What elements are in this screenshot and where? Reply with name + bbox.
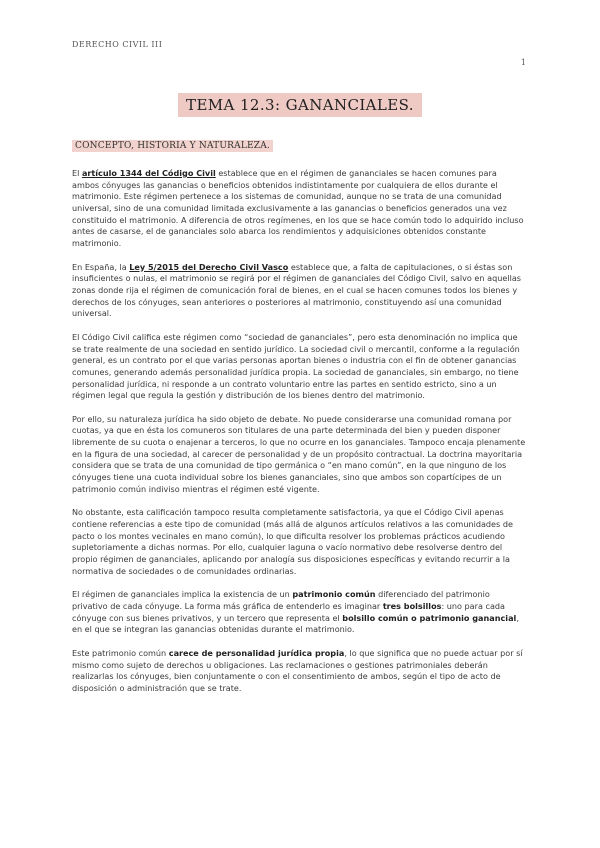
bold-term: patrimonio común bbox=[292, 589, 376, 600]
page-title: TEMA 12.3: GANANCIALES. bbox=[178, 93, 422, 117]
text-run: Este patrimonio común bbox=[72, 647, 169, 658]
link-articulo-1344[interactable]: artículo 1344 del Código Civil bbox=[81, 168, 216, 178]
text-run: diferenciado del patrimonio privativo de cada cónyuge. La forma más gráfica de entenderlo es imaginar bbox=[72, 589, 490, 611]
text-run: : uno para cada cónyuge con sus bienes privativos, y un tercero que representa el bbox=[72, 601, 506, 623]
bold-term: bolsillo común o patrimonio ganancial bbox=[342, 612, 517, 623]
title-container bbox=[0, 93, 600, 117]
paragraph-3: El Código Civil califica este régimen como “sociedad de gananciales”, pero esta denominación no implica que se trate realmente de una sociedad en sentido jurídico. La sociedad civil o mercantil, conforme a la regulación general, es un contrato por el que varias personas aportan bienes o industria con el fin de obtener ganancias comunes, generando además personalidad jurídica propia. La sociedad de gananciales, sin embargo, no tiene personalidad jurídica, ni responde a un contrato voluntario entre las partes en sentido estricto, sino a un régimen legal que regula la gestión y distribución de los bienes dentro del matrimonio. bbox=[72, 331, 520, 401]
text-run: establece que, a falta de capitulaciones, o si éstas son insuficientes o nulas, el matrimonio se regirá por el régimen de gananciales del Código Civil, salvo en aquellas zonas donde rija el régimen de comunicación foral de bienes, en el cual se hacen comunes todos los bienes y derechos de los cónyuges, sean anteriores o posteriores al matrimonio, constituyendo así una comunidad universal. bbox=[72, 261, 521, 319]
paragraph-2 bbox=[72, 262, 526, 320]
paragraph-4: Por ello, su naturaleza jurídica ha sido objeto de debate. No puede considerarse una comunidad romana por cuotas, ya que en ésta los comuneros son titulares de una parte determinada del bien y pueden disponer libremente de su cuota o enajenar a terceros, lo que no ocurre en los gananciales. Tampoco encaja plenamente en la figura de una sociedad, al carecer de personalidad y de un propósito contractual. La doctrina mayoritaria considera que se trata de una comunidad de tipo germánica o “en mano común”, en la que ninguno de los cónyuges tiene una cuota individual sobre los bienes gananciales, sino que ambos son copartícipes de un patrimonio común indiviso mientras el régimen esté vigente. bbox=[72, 413, 526, 494]
text-run: establece que en el régimen de gananciales se hacen comunes para ambos cónyuges las ganancias o beneficios obtenidos indistintamente por cualquiera de ellos durante el matrimonio. Este régimen pertenece a los sistemas de comunidad, aunque no se trata de una comunidad universal, sino de una comunidad limitada exclusivamente a las ganancias o beneficios generados una vez constituido el matrimonio. A diferencia de otros regímenes, en los que se hace común todo lo adquirido incluso antes de casarse, el de gananciales solo abarca los rendimientos y adquisiciones obtenidos constante matrimonio. bbox=[72, 168, 524, 248]
link-ley-5-2015[interactable]: Ley 5/2015 del Derecho Civil Vasco bbox=[129, 261, 289, 272]
text-run: En España, la bbox=[72, 261, 130, 272]
paragraph-5: No obstante, esta calificación tampoco resulta completamente satisfactoria, ya que el Código Civil apenas contiene referencias a este tipo de comunidad (más allá de algunos artículos relativos a las comunidades de pacto o los montes vecinales en mano común), lo que dificulta resolver los problemas prácticos acudiendo supletoriamente a dichas normas. Por ello, cualquier laguna o vacío normativo debe resolverse dentro del propio régimen de gananciales, aplicando por analogía sus disposiciones específicas y evitando recurrir a la normativa de sociedades o de comunidades ordinarias. bbox=[72, 507, 513, 576]
bold-term: carece de personalidad jurídica propia bbox=[168, 647, 345, 658]
section-heading: CONCEPTO, HISTORIA Y NATURALEZA. bbox=[72, 140, 273, 152]
document-body bbox=[72, 168, 526, 707]
text-run: El bbox=[72, 168, 82, 178]
page-number: 1 bbox=[520, 58, 526, 67]
paragraph-6 bbox=[72, 589, 526, 636]
running-header: DERECHO CIVIL III bbox=[72, 40, 163, 49]
paragraph-1 bbox=[72, 168, 526, 250]
bold-term: tres bolsillos bbox=[382, 601, 442, 611]
text-run: , lo que significa que no puede actuar por sí mismo como sujeto de derechos u obligaciones. Las reclamaciones o gestiones patrimoniales deberán realizarlas los cónyuges, bien conjuntamente o con el consentimiento de ambos, según el tipo de acto de disposición o administración que se trate. bbox=[72, 647, 523, 693]
paragraph-7 bbox=[72, 648, 526, 695]
text-run: , en el que se integran las ganancias obtenidas durante el matrimonio. bbox=[72, 612, 519, 635]
text-run: El régimen de gananciales implica la existencia de un bbox=[72, 589, 293, 600]
